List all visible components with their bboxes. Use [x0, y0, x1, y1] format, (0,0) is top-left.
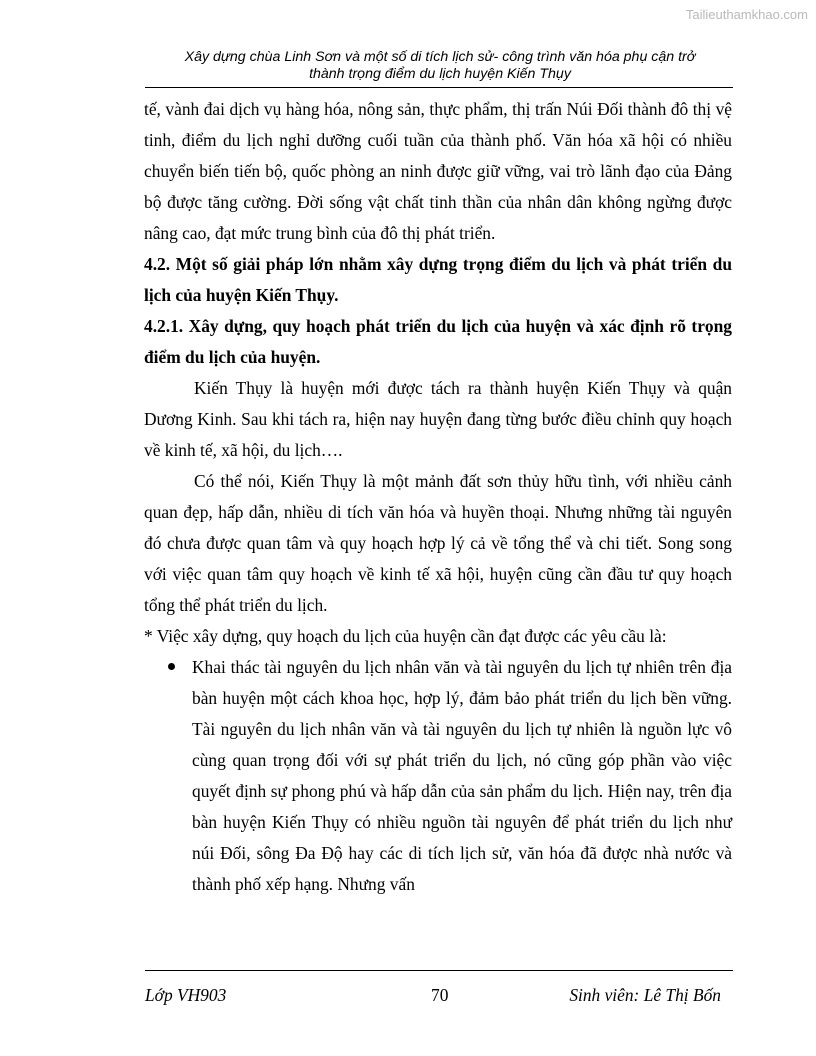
paragraph-continuation: tế, vành đai dịch vụ hàng hóa, nông sản, thực phẩm, thị trấn Núi Đối thành đô thị vệ tinh, điểm du lịch nghỉ dưỡng cuối tuần của thành phố. Văn hóa xã hội có nhiều chuyển biến tiến bộ, quốc phòng an ninh được giữ vững, vai trò lãnh đạo của Đảng bộ được tăng cường. Đời sống vật chất tinh thần của nhân dân không ngừng được nâng cao, đạt mức trung bình của đô thị phát triển.: [144, 99, 732, 243]
page-number: 70: [431, 985, 449, 1005]
page-header: [130, 49, 750, 83]
bullet-icon: [168, 663, 175, 670]
page-body: [144, 94, 732, 900]
section-heading-4-2: 4.2. Một số giải pháp lớn nhằm xây dựng trọng điểm du lịch và phát triển du lịch của huyện Kiến Thụy.: [144, 254, 732, 305]
header-line-2: thành trọng điểm du lịch huyện Kiến Thụy: [309, 66, 571, 82]
footer-class-label: Lớp VH903: [145, 985, 227, 1005]
list-item: [144, 652, 732, 900]
page-footer: [145, 985, 733, 1009]
header-rule: [145, 87, 733, 88]
section-heading-4-2-1: 4.2.1. Xây dựng, quy hoạch phát triển du lịch của huyện và xác định rõ trọng điểm du lịch của huyện.: [144, 316, 732, 367]
watermark: Tailieuthamkhao.com: [685, 7, 808, 22]
requirements-list: [144, 652, 732, 900]
paragraph-2: Có thể nói, Kiến Thụy là một mảnh đất sơn thủy hữu tình, với nhiều cảnh quan đẹp, hấp dẫn, nhiều di tích văn hóa và huyền thoại. Nhưng những tài nguyên đó chưa được quan tâm và quy hoạch hợp lý cả về tổng thể và chi tiết. Song song với việc quan tâm quy hoạch về kinh tế xã hội, huyện cũng cần đầu tư quy hoạch tổng thể phát triển du lịch.: [144, 471, 732, 615]
footer-rule: [145, 970, 733, 971]
header-line-1: Xây dựng chùa Linh Sơn và một số di tích lịch sử- công trình văn hóa phụ cận trở: [184, 49, 696, 65]
footer-student-label: Sinh viên: Lê Thị Bốn: [569, 985, 721, 1005]
requirements-intro: * Việc xây dựng, quy hoạch du lịch của huyện cần đạt được các yêu cầu là:: [144, 626, 667, 646]
list-item-text: Khai thác tài nguyên du lịch nhân văn và tài nguyên du lịch tự nhiên trên địa bàn huyện một cách khoa học, hợp lý, đảm bảo phát triển du lịch bền vững. Tài nguyên du lịch nhân văn và tài nguyên du lịch tự nhiên là nguồn lực vô cùng quan trọng đối với sự phát triển du lịch, nó cũng góp phần vào việc quyết định sự phong phú và hấp dẫn của sản phẩm du lịch. Hiện nay, trên địa bàn huyện Kiến Thụy có nhiều nguồn tài nguyên để phát triển du lịch như núi Đối, sông Đa Độ hay các di tích lịch sử, văn hóa đã được nhà nước và thành phố xếp hạng. Nhưng vấn: [192, 657, 732, 894]
paragraph-1: Kiến Thụy là huyện mới được tách ra thành huyện Kiến Thụy và quận Dương Kinh. Sau khi tách ra, hiện nay huyện đang từng bước điều chỉnh quy hoạch về kinh tế, xã hội, du lịch….: [144, 378, 732, 460]
